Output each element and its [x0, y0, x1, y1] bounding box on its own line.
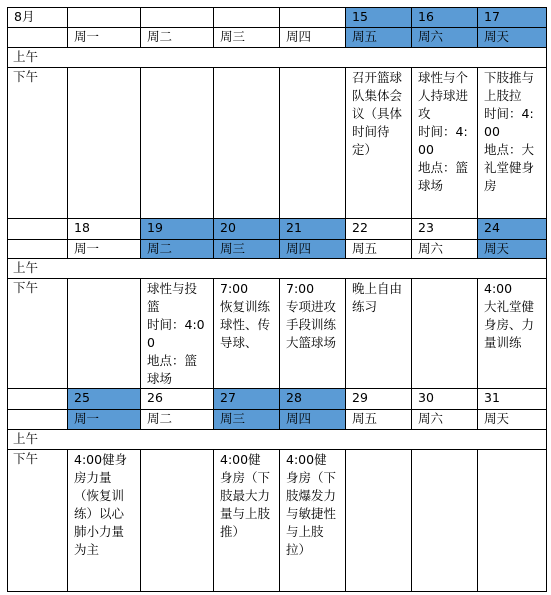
weekday-label: 周六 [412, 410, 478, 430]
schedule-entry: 召开篮球队集体会议（具体时间待定） [346, 68, 412, 219]
weekday-label: 周四 [280, 28, 346, 48]
day-number [141, 8, 214, 28]
schedule-entry: 球性与个人持球进攻 时间：4:00 地点：篮球场 [412, 68, 478, 219]
weekday-label: 周六 [412, 240, 478, 259]
weekday-label: 周三 [214, 28, 280, 48]
pm-label: 下午 [8, 450, 68, 592]
day-number: 26 [141, 389, 214, 410]
schedule-entry: 7:00 专项进攻手段训练 大篮球场 [280, 279, 346, 389]
weekday-label: 周六 [412, 28, 478, 48]
schedule-entry [68, 279, 141, 389]
day-number: 20 [214, 219, 280, 240]
date-row [8, 8, 547, 28]
schedule-entry [412, 279, 478, 389]
weekday-label: 周五 [346, 240, 412, 259]
am-row [8, 48, 547, 68]
day-number: 21 [280, 219, 346, 240]
pm-label: 下午 [8, 279, 68, 389]
date-row [8, 389, 547, 410]
weekday-label: 周一 [68, 28, 141, 48]
am-row [8, 430, 547, 450]
schedule-entry: 4:00健身房力量（恢复训练）以心肺小力量为主 [68, 450, 141, 592]
schedule-entry: 下肢推与上肢拉 时间：4:00 地点：大礼堂健身房 [478, 68, 547, 219]
schedule-entry [280, 68, 346, 219]
pm-row [8, 279, 547, 389]
am-label: 上午 [8, 259, 547, 279]
empty-cell [8, 219, 68, 240]
schedule-entry: 球性与投篮 时间：4:00 地点：篮球场 [141, 279, 214, 389]
schedule-entry: 4:00健身房（下肢爆发力与敏捷性与上肢拉） [280, 450, 346, 592]
schedule-entry: 7:00 恢复训练 球性、传导球、 [214, 279, 280, 389]
day-number: 18 [68, 219, 141, 240]
weekday-label: 周一 [68, 410, 141, 430]
am-label: 上午 [8, 48, 547, 68]
month-label: 8月 [8, 8, 68, 28]
pm-row [8, 68, 547, 219]
schedule-entry: 晚上自由练习 [346, 279, 412, 389]
day-number: 29 [346, 389, 412, 410]
day-number: 24 [478, 219, 547, 240]
day-number: 27 [214, 389, 280, 410]
weekday-label: 周三 [214, 240, 280, 259]
weekday-label: 周一 [68, 240, 141, 259]
am-row [8, 259, 547, 279]
schedule-entry [68, 68, 141, 219]
empty-cell [8, 389, 68, 410]
weekday-label: 周二 [141, 28, 214, 48]
day-number: 17 [478, 8, 547, 28]
schedule-entry: 4:00 大礼堂健身房、力量训练 [478, 279, 547, 389]
schedule-entry [478, 450, 547, 592]
weekday-row [8, 28, 547, 48]
pm-row [8, 450, 547, 592]
empty-cell [8, 28, 68, 48]
weekday-label: 周二 [141, 240, 214, 259]
weekday-label: 周天 [478, 410, 547, 430]
weekday-label: 周天 [478, 240, 547, 259]
weekday-label: 周四 [280, 410, 346, 430]
day-number: 28 [280, 389, 346, 410]
day-number: 31 [478, 389, 547, 410]
schedule-entry [141, 68, 214, 219]
day-number: 23 [412, 219, 478, 240]
day-number: 22 [346, 219, 412, 240]
weekday-label: 周二 [141, 410, 214, 430]
empty-cell [8, 240, 68, 259]
weekday-label: 周五 [346, 28, 412, 48]
schedule-entry [214, 68, 280, 219]
schedule-entry [412, 450, 478, 592]
schedule-table [7, 7, 547, 592]
day-number: 30 [412, 389, 478, 410]
day-number: 16 [412, 8, 478, 28]
schedule-entry [346, 450, 412, 592]
day-number [68, 8, 141, 28]
schedule-entry [141, 450, 214, 592]
weekday-label: 周四 [280, 240, 346, 259]
day-number: 25 [68, 389, 141, 410]
am-label: 上午 [8, 430, 547, 450]
day-number: 19 [141, 219, 214, 240]
weekday-label: 周五 [346, 410, 412, 430]
date-row [8, 219, 547, 240]
empty-cell [8, 410, 68, 430]
pm-label: 下午 [8, 68, 68, 219]
schedule-entry: 4:00健身房（下肢最大力量与上肢推） [214, 450, 280, 592]
weekday-row [8, 240, 547, 259]
day-number: 15 [346, 8, 412, 28]
day-number [214, 8, 280, 28]
weekday-row [8, 410, 547, 430]
weekday-label: 周三 [214, 410, 280, 430]
weekday-label: 周天 [478, 28, 547, 48]
day-number [280, 8, 346, 28]
